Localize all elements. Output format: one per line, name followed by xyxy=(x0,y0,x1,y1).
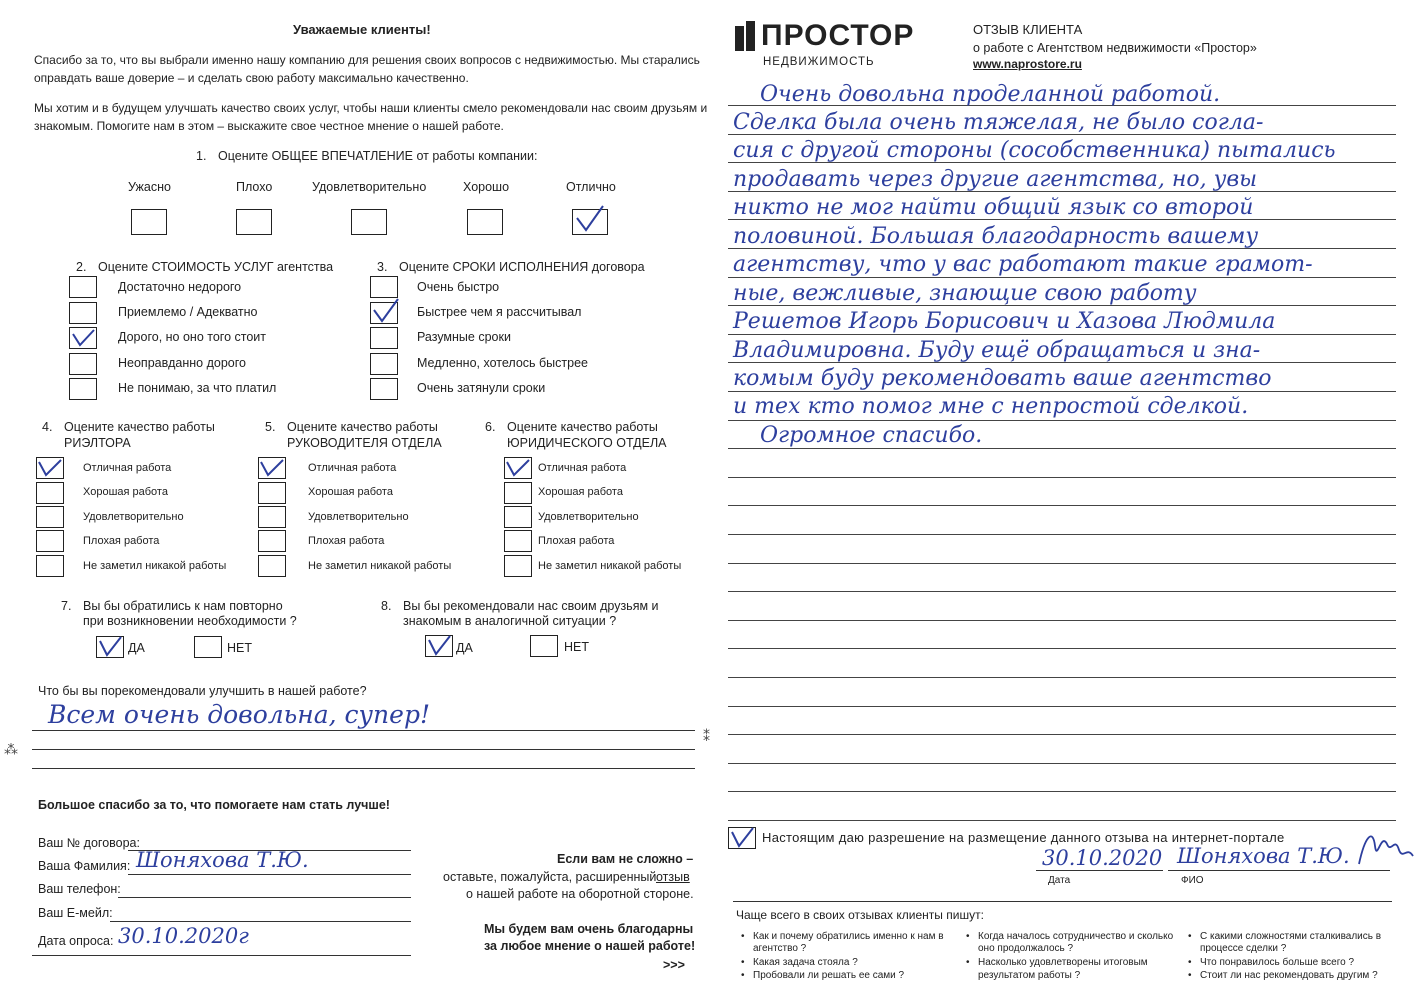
review-subheading: о работе с Агентством недвижимости «Простор» xyxy=(973,41,1257,55)
q5-option-label: Хорошая работа xyxy=(308,486,393,498)
q4-option-label: Не заметил никакой работы xyxy=(83,560,227,572)
answer-line xyxy=(32,768,695,769)
q1-option-label: Ужасно xyxy=(128,180,171,194)
q7-number: 7. xyxy=(61,599,72,613)
checkmark-icon xyxy=(97,637,123,657)
q1-checkbox-awful[interactable] xyxy=(131,209,167,235)
hint-text: Что понравилось больше всего ? xyxy=(1200,957,1355,968)
side-note-5: за любое мнение о нашей работе! xyxy=(484,939,696,953)
review-ruled-line xyxy=(728,706,1396,707)
phone-label: Ваш телефон: xyxy=(38,882,121,896)
fio-caption: ФИО xyxy=(1181,875,1204,886)
q1-option-label: Хорошо xyxy=(463,180,510,194)
email-label: Ваш Е-мейл: xyxy=(38,906,113,920)
divider xyxy=(733,901,1392,902)
q2-option-label: Достаточно недорого xyxy=(118,280,242,294)
q4-checkbox[interactable] xyxy=(36,555,64,577)
review-ruled-line xyxy=(728,391,1396,392)
q5-option-label: Не заметил никакой работы xyxy=(308,560,452,572)
q3-checkbox[interactable] xyxy=(370,327,398,349)
q6-checkbox[interactable] xyxy=(504,555,532,577)
bullet-icon: • xyxy=(1188,957,1192,968)
q6-option-label: Хорошая работа xyxy=(538,486,623,498)
fold-mark-icon: ⁂ xyxy=(4,741,18,757)
q2-number: 2. xyxy=(76,260,87,274)
q2-checkbox[interactable] xyxy=(69,353,97,375)
checkmark-icon xyxy=(37,458,63,478)
q6-option-label: Не заметил никакой работы xyxy=(538,560,682,572)
q8-no-label: НЕТ xyxy=(564,640,589,654)
q7-no-checkbox[interactable] xyxy=(194,636,222,658)
review-ruled-line xyxy=(728,791,1396,792)
left-title: Уважаемые клиенты! xyxy=(293,22,431,37)
review-ruled-line xyxy=(728,563,1396,564)
review-line[interactable]: никто не мог найти общий язык со второй xyxy=(733,195,1254,220)
hint-text: Когда началось сотрудничество и сколько xyxy=(978,931,1174,942)
hint-text: Какая задача стояла ? xyxy=(753,957,858,968)
q8-line2: знакомым в аналогичной ситуации ? xyxy=(403,614,617,628)
q6-option-label: Плохая работа xyxy=(538,535,615,547)
next-page-arrows[interactable]: >>> xyxy=(663,958,685,972)
q2-option-label: Приемлемо / Адекватно xyxy=(118,305,258,319)
q6-number: 6. xyxy=(485,420,496,434)
q8-yes-checkbox-checked[interactable] xyxy=(425,635,453,657)
q5-option-label: Плохая работа xyxy=(308,535,385,547)
review-line[interactable]: продавать через другие агентства, но, увы xyxy=(733,167,1258,192)
bullet-icon: • xyxy=(741,970,745,981)
q4-checkbox-checked[interactable] xyxy=(36,457,64,479)
thanks-text: Большое спасибо за то, что помогаете нам стать лучше! xyxy=(38,798,390,812)
hint-text: Насколько удовлетворены итоговым xyxy=(978,957,1148,968)
date-label: Дата опроса: xyxy=(38,934,114,948)
review-line[interactable]: агентству, что у вас работают такие грамот- xyxy=(733,252,1313,277)
q5-checkbox[interactable] xyxy=(258,530,286,552)
q4-line2: РИЭЛТОРА xyxy=(64,436,131,450)
q3-option-label: Разумные сроки xyxy=(417,330,511,344)
review-ruled-line xyxy=(728,505,1396,506)
q5-option-label: Удовлетворительно xyxy=(308,511,409,523)
logo-text: ПРОСТОР xyxy=(761,19,915,52)
q4-checkbox[interactable] xyxy=(36,506,64,528)
review-line[interactable]: сия с другой стороны (сособственника) пытались xyxy=(733,138,1336,163)
q6-checkbox[interactable] xyxy=(504,482,532,504)
contract-label: Ваш № договора: xyxy=(38,836,140,850)
q6-line2: ЮРИДИЧЕСКОГО ОТДЕЛА xyxy=(507,436,667,450)
surname-value[interactable]: Шоняхова Т.Ю. xyxy=(136,848,309,872)
q7-yes-checkbox-checked[interactable] xyxy=(96,636,124,658)
hint-text: Стоит ли нас рекомендовать другим ? xyxy=(1200,970,1378,981)
hint-text: результатом работы ? xyxy=(978,970,1081,981)
q2-checkbox[interactable] xyxy=(69,378,97,400)
review-ruled-line xyxy=(728,448,1396,449)
name-line xyxy=(1168,870,1390,871)
review-line[interactable]: и тех кто помог мне с непростой сделкой. xyxy=(733,394,1249,419)
website-link[interactable]: www.naprostore.ru xyxy=(973,57,1082,71)
date-line xyxy=(1036,870,1163,871)
bullet-icon: • xyxy=(741,931,745,942)
improve-question: Что бы вы порекомендовали улучшить в нашей работе? xyxy=(38,684,367,698)
intro-text-1b: оправдать ваше доверие – и сделать свою работу максимально качественно. xyxy=(34,71,469,85)
q6-checkbox[interactable] xyxy=(504,530,532,552)
review-ruled-line xyxy=(728,277,1396,278)
date-value[interactable]: 30.10.2020г xyxy=(118,924,249,948)
logo xyxy=(733,18,918,78)
review-line[interactable]: ные, вежливые, знающие свою работу xyxy=(733,281,1197,306)
hint-text: оно продолжалось ? xyxy=(978,943,1074,954)
q3-number: 3. xyxy=(377,260,388,274)
field-line xyxy=(110,921,411,922)
q2-checkbox[interactable] xyxy=(69,302,97,324)
q4-option-label: Плохая работа xyxy=(83,535,160,547)
intro-text-2b: знакомым. Помогите нам в этом – выскажите свое честное мнение о нашей работе. xyxy=(34,119,504,133)
q5-checkbox-checked[interactable] xyxy=(258,457,286,479)
improve-answer[interactable]: Всем очень довольна, супер! xyxy=(48,700,431,729)
q3-checkbox[interactable] xyxy=(370,353,398,375)
q7-no-label: НЕТ xyxy=(227,641,252,655)
q3-checkbox-checked[interactable] xyxy=(370,302,398,324)
hints-title: Чаще всего в своих отзывах клиенты пишут: xyxy=(736,908,984,922)
review-ruled-line xyxy=(728,820,1396,821)
q3-option-label: Очень быстро xyxy=(417,280,500,294)
review-line[interactable]: комым буду рекомендовать ваше агентство xyxy=(733,366,1272,391)
q2-question: Оцените СТОИМОСТЬ УСЛУГ агентства xyxy=(98,260,334,274)
q5-checkbox[interactable] xyxy=(258,506,286,528)
q3-option-label: Медленно, хотелось быстрее xyxy=(417,356,588,370)
q6-line1: Оцените качество работы xyxy=(507,420,658,434)
q7-line2: при возникновении необходимости ? xyxy=(83,614,297,628)
review-line[interactable]: Сделка была очень тяжелая, не было согла- xyxy=(733,110,1264,135)
q5-checkbox[interactable] xyxy=(258,482,286,504)
q5-option-label: Отличная работа xyxy=(308,462,397,474)
q1-number: 1. xyxy=(196,149,207,163)
review-line[interactable]: Огромное спасибо. xyxy=(760,423,983,448)
review-line[interactable]: Очень довольна проделанной работой. xyxy=(760,82,1221,107)
checkmark-icon xyxy=(505,458,531,478)
q8-yes-label: ДА xyxy=(456,641,473,655)
review-ruled-line xyxy=(728,620,1396,621)
q3-option-label: Быстрее чем я рассчитывал xyxy=(417,305,582,319)
q4-line1: Оцените качество работы xyxy=(64,420,215,434)
hint-text: агентство ? xyxy=(753,943,807,954)
field-line xyxy=(118,897,411,898)
consent-text: Настоящим даю разрешение на размещение данного отзыва на интернет-портале xyxy=(762,830,1285,845)
checkmark-icon xyxy=(729,828,755,848)
bullet-icon: • xyxy=(1188,931,1192,942)
surname-label: Ваша Фамилия: xyxy=(38,859,131,873)
answer-line xyxy=(32,749,695,750)
side-note-3: о нашей работе на оборотной стороне. xyxy=(466,887,694,901)
review-line[interactable]: Владимировна. Буду ещё обращаться и зна- xyxy=(733,338,1261,363)
q3-checkbox[interactable] xyxy=(370,378,398,400)
bullet-icon: • xyxy=(741,957,745,968)
field-line xyxy=(128,874,411,875)
review-ruled-line xyxy=(728,420,1396,421)
q8-line1: Вы бы рекомендовали нас своим друзьям и xyxy=(403,599,659,613)
q5-line1: Оцените качество работы xyxy=(287,420,438,434)
hint-text: процессе сделки ? xyxy=(1200,943,1287,954)
q1-option-label: Удовлетворительно xyxy=(312,180,427,194)
intro-text-2: Мы хотим и в будущем улучшать качество своих услуг, чтобы наши клиенты смело рекомендовали нас своим друзьям и xyxy=(34,101,708,115)
review-heading: ОТЗЫВ КЛИЕНТА xyxy=(973,22,1083,37)
review-ruled-line xyxy=(728,734,1396,735)
review-ruled-line xyxy=(728,591,1396,592)
review-link[interactable]: отзыв xyxy=(656,870,690,884)
consent-checkbox-checked[interactable] xyxy=(728,827,756,849)
logo-subtext: НЕДВИЖИМОСТЬ xyxy=(763,56,875,68)
review-ruled-line xyxy=(728,534,1396,535)
q2-checkbox-checked[interactable] xyxy=(69,327,97,349)
signature-icon xyxy=(1355,826,1415,870)
review-ruled-line xyxy=(728,477,1396,478)
q5-checkbox[interactable] xyxy=(258,555,286,577)
field-line xyxy=(32,955,411,956)
signature-name[interactable]: Шоняхова Т.Ю. xyxy=(1177,844,1350,868)
q3-checkbox[interactable] xyxy=(370,276,398,298)
q4-option-label: Отличная работа xyxy=(83,462,172,474)
review-line[interactable]: Решетов Игорь Борисович и Хазова Людмила xyxy=(733,309,1276,334)
q2-option-label: Не понимаю, за что платил xyxy=(118,381,277,395)
q1-checkbox-satisfactory[interactable] xyxy=(351,209,387,235)
q1-option-label: Отлично xyxy=(566,180,616,194)
review-line[interactable]: половиной. Большая благодарность вашему xyxy=(733,224,1259,249)
hint-text: С какими сложностями сталкивались в xyxy=(1200,931,1382,942)
q2-option-label: Дорого, но оно того стоит xyxy=(118,330,266,344)
q5-line2: РУКОВОДИТЕЛЯ ОТДЕЛА xyxy=(287,436,442,450)
q6-option-label: Удовлетворительно xyxy=(538,511,639,523)
review-ruled-line xyxy=(728,648,1396,649)
signature-date[interactable]: 30.10.2020 xyxy=(1042,846,1163,870)
q4-checkbox[interactable] xyxy=(36,482,64,504)
bullet-icon: • xyxy=(966,931,970,942)
q2-option-label: Неоправданно дорого xyxy=(118,356,246,370)
checkmark-icon xyxy=(259,458,285,478)
q8-number: 8. xyxy=(381,599,392,613)
q7-line1: Вы бы обратились к нам повторно xyxy=(83,599,283,613)
q1-question: Оцените ОБЩЕЕ ВПЕЧАТЛЕНИЕ от работы компании: xyxy=(218,149,538,163)
q4-number: 4. xyxy=(42,420,53,434)
q1-checkbox-good[interactable] xyxy=(467,209,503,235)
q6-checkbox[interactable] xyxy=(504,506,532,528)
checkmark-icon xyxy=(371,303,397,323)
date-caption: Дата xyxy=(1048,875,1071,886)
q8-no-checkbox[interactable] xyxy=(530,635,558,657)
checkmark-icon xyxy=(426,636,452,656)
q3-question: Оцените СРОКИ ИСПОЛНЕНИЯ договора xyxy=(399,260,645,274)
q5-number: 5. xyxy=(265,420,276,434)
q4-option-label: Хорошая работа xyxy=(83,486,168,498)
side-note-2a: оставьте, пожалуйста, расширенный xyxy=(443,870,657,884)
checkmark-icon xyxy=(573,210,607,234)
hint-text: Пробовали ли решать ее сами ? xyxy=(753,970,905,981)
q1-checkbox-excellent[interactable] xyxy=(572,209,608,235)
q3-option-label: Очень затянули сроки xyxy=(417,381,546,395)
side-note-1: Если вам не сложно – xyxy=(557,852,694,866)
q6-checkbox-checked[interactable] xyxy=(504,457,532,479)
answer-line xyxy=(32,730,695,731)
fold-mark-icon: ⁑ xyxy=(703,728,710,744)
q6-option-label: Отличная работа xyxy=(538,462,627,474)
q1-checkbox-bad[interactable] xyxy=(236,209,272,235)
q4-checkbox[interactable] xyxy=(36,530,64,552)
bullet-icon: • xyxy=(1188,970,1192,981)
hint-text: Как и почему обратились именно к нам в xyxy=(753,931,944,942)
review-ruled-line xyxy=(728,334,1396,335)
q2-checkbox[interactable] xyxy=(69,276,97,298)
q4-option-label: Удовлетворительно xyxy=(83,511,184,523)
intro-text-1: Спасибо за то, что вы выбрали именно нашу компанию для решения своих вопросов с недвижимостью. Мы старались xyxy=(34,53,700,67)
q1-option-label: Плохо xyxy=(236,180,273,194)
review-ruled-line xyxy=(728,677,1396,678)
side-note-4: Мы будем вам очень благодарны xyxy=(484,922,694,936)
q7-yes-label: ДА xyxy=(128,641,145,655)
bullet-icon: • xyxy=(966,957,970,968)
review-ruled-line xyxy=(728,763,1396,764)
checkmark-icon xyxy=(70,328,96,348)
